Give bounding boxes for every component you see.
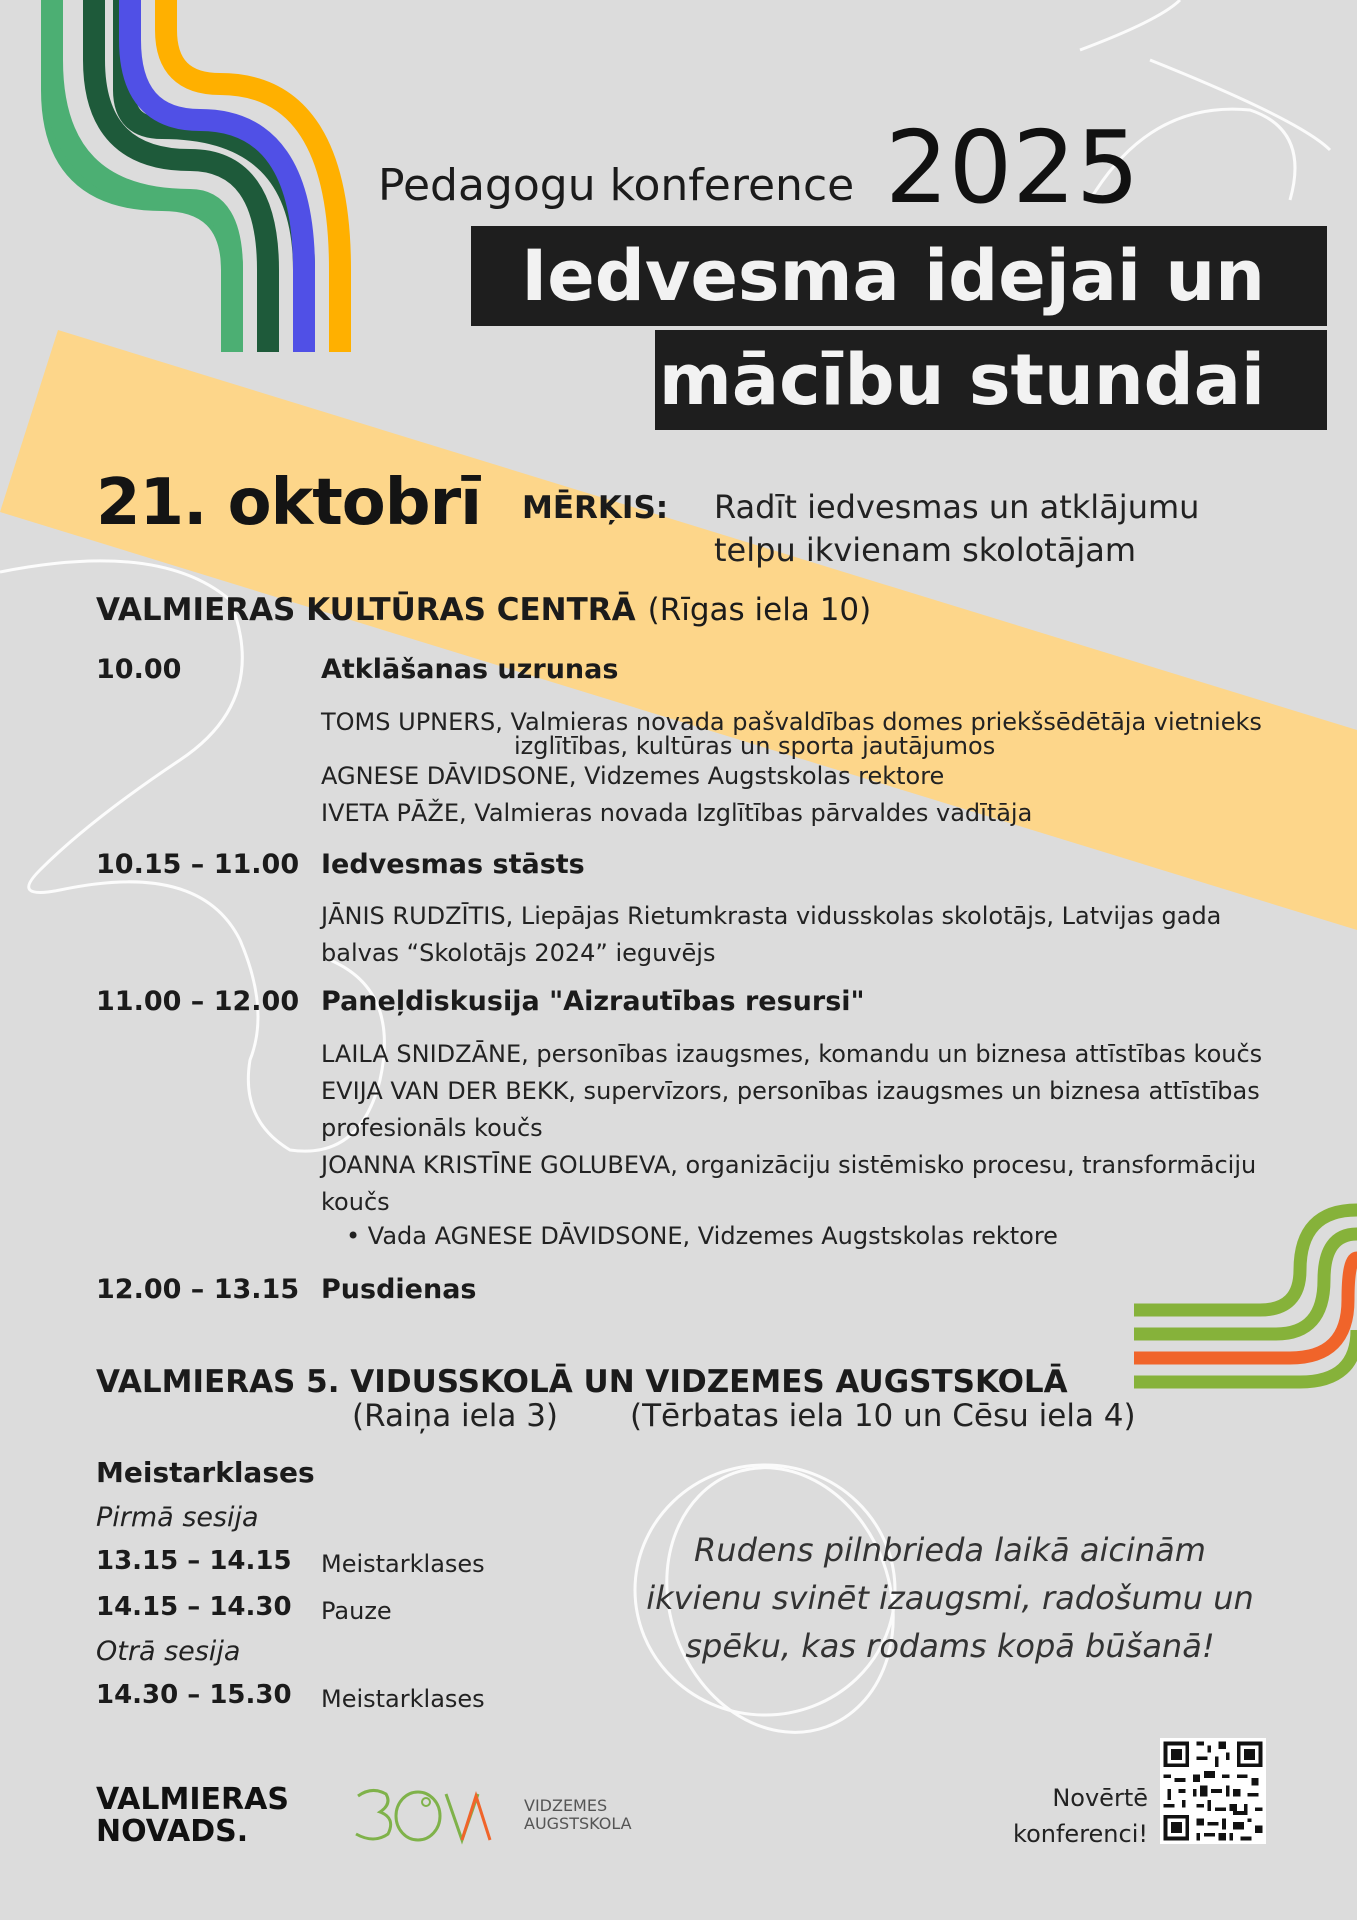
goal-label: MĒRĶIS: (522, 490, 669, 526)
goal-line-1: Radīt iedvesmas un atklājumu (714, 488, 1200, 526)
masterclass-desc: Pauze (321, 1597, 392, 1625)
speaker-line: profesionāls koučs (321, 1114, 543, 1142)
schedule-time: 10.15 – 11.00 (96, 849, 300, 880)
venue-address-1: (Raiņa iela 3) (352, 1398, 559, 1434)
goal-text (714, 486, 1199, 572)
speaker-line: LAILA SNIDZĀNE, personības izaugsmes, komandu un biznesa attīstības koučs (321, 1040, 1263, 1068)
valmieras-novads-logo (96, 1784, 289, 1848)
va-line-2: AUGSTSKOLA (524, 1814, 632, 1833)
speaker-line: JĀNIS RUDZĪTIS, Liepājas Rietumkrasta vidusskolas skolotājs, Latvijas gada (321, 902, 1222, 930)
masterclasses-heading: Meistarklases (96, 1456, 315, 1489)
schedule-time: 11.00 – 12.00 (96, 986, 300, 1017)
masterclass-desc: Meistarklases (321, 1685, 485, 1713)
conference-pretitle: Pedagogu konference (378, 160, 855, 211)
vidzemes-augstskola-text (524, 1797, 632, 1833)
rate-line-2: konferenci! (1013, 1820, 1148, 1848)
masterclass-time: 14.30 – 15.30 (96, 1680, 292, 1710)
schedule-time: 12.00 – 13.15 (96, 1274, 300, 1305)
schedule-title: Pusdienas (321, 1274, 477, 1305)
rate-line-1: Novērtē (1052, 1784, 1148, 1812)
conference-year: 2025 (885, 109, 1140, 226)
moderator-bullet: • Vada AGNESE DĀVIDSONE, Vidzemes Augstskolas rektore (346, 1222, 1058, 1250)
schedule-title: Atklāšanas uzrunas (321, 654, 619, 685)
speaker-line: izglītības, kultūras un sporta jautājumos (514, 732, 996, 760)
schedule-time: 10.00 (96, 654, 182, 685)
session-label: Otrā sesija (96, 1636, 241, 1667)
speaker-line: balvas “Skolotājs 2024” ieguvējs (321, 939, 716, 967)
va-line-1: VIDZEMES (524, 1796, 608, 1815)
logo-line-2: NOVADS. (96, 1814, 249, 1849)
masterclass-time: 13.15 – 14.15 (96, 1546, 292, 1576)
venue-name: VALMIERAS KULTŪRAS CENTRĀ (96, 592, 636, 628)
venue-heading-2: VALMIERAS 5. VIDUSSKOLĀ UN VIDZEMES AUGSTSKOLĀ (96, 1364, 1068, 1400)
session-label: Pirmā sesija (96, 1502, 259, 1533)
event-date: 21. oktobrī (96, 466, 482, 540)
speaker-line: TOMS UPNERS, Valmieras novada pašvaldības domes priekšsēdētāja vietnieks (321, 708, 1262, 736)
qr-code-icon[interactable] (1160, 1738, 1266, 1844)
speaker-line: JOANNA KRISTĪNE GOLUBEVA, organizāciju sistēmisko procesu, transformāciju (321, 1151, 1257, 1179)
venue-address: (Rīgas iela 10) (647, 592, 872, 628)
schedule-title: Paneļdiskusija "Aizrautības resursi" (321, 986, 865, 1017)
invitation-quote: Rudens pilnbrieda laikā aicinām ikvienu svinēt izaugsmi, radošumu un spēku, kas rodams kopā būšanā! (646, 1531, 1254, 1665)
speaker-line: IVETA PĀŽE, Valmieras novada Izglītības pārvaldes vadītāja (321, 799, 1033, 827)
masterclass-desc: Meistarklases (321, 1550, 485, 1578)
va-30-logo-icon (352, 1782, 492, 1846)
speaker-line: koučs (321, 1188, 390, 1216)
goal-line-2: telpu ikvienam skolotājam (714, 531, 1136, 569)
venue-heading-1 (96, 592, 871, 628)
venue-address-2: (Tērbatas iela 10 un Cēsu iela 4) (630, 1398, 1136, 1434)
schedule-title: Iedvesmas stāsts (321, 849, 585, 880)
logo-line-1: VALMIERAS (96, 1782, 289, 1817)
title-banner-line2: mācību stundai (655, 330, 1327, 430)
speaker-line: EVIJA VAN DER BEKK, supervīzors, personības izaugsmes un biznesa attīstības (321, 1077, 1260, 1105)
moderator-text: Vada AGNESE DĀVIDSONE, Vidzemes Augstskolas rektore (367, 1222, 1058, 1250)
rate-conference-text (990, 1780, 1148, 1852)
masterclass-time: 14.15 – 14.30 (96, 1592, 292, 1622)
right-stripes (1134, 1210, 1357, 1382)
speaker-line: AGNESE DĀVIDSONE, Vidzemes Augstskolas rektore (321, 762, 945, 790)
title-banner-line1: Iedvesma idejai un (471, 226, 1327, 326)
